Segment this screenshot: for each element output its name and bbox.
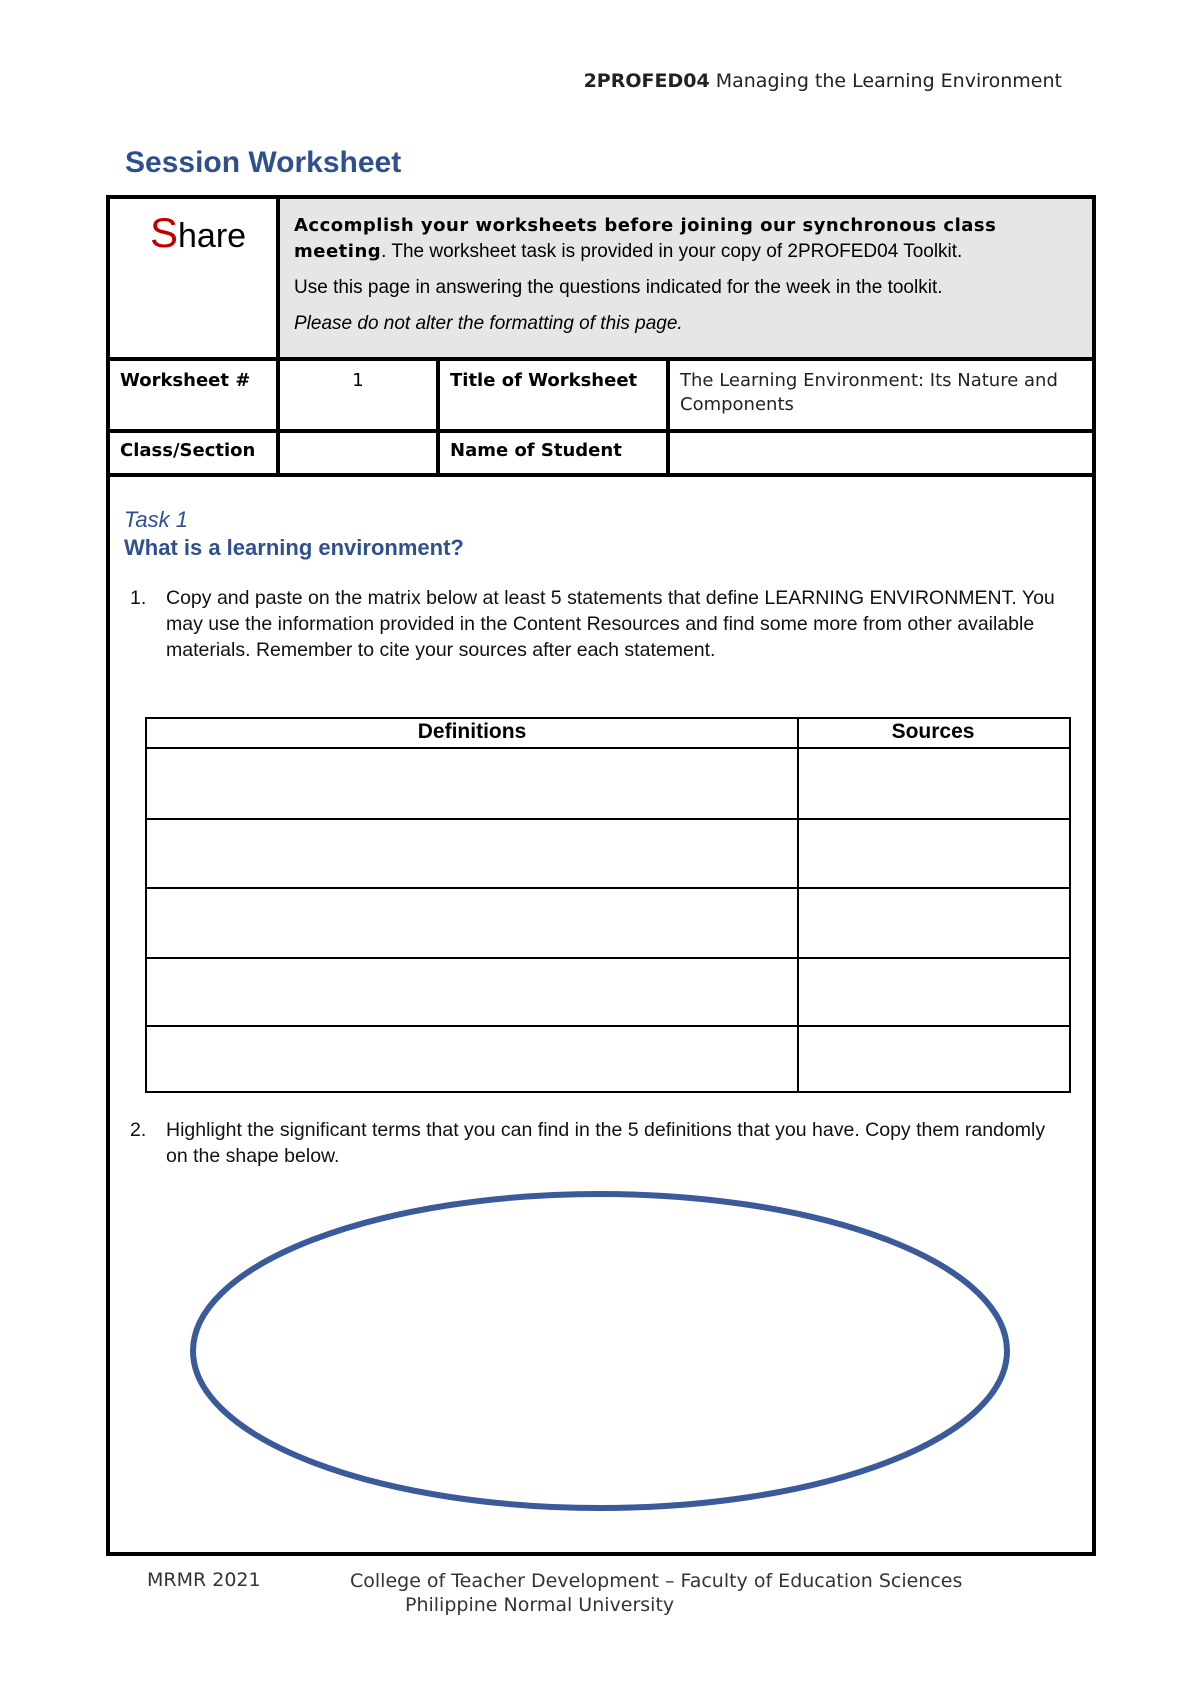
- class-section-field[interactable]: [280, 429, 440, 473]
- row-divider: [147, 887, 1069, 889]
- definitions-header: Definitions: [417, 720, 527, 743]
- worksheet-label: Worksheet #: [110, 357, 280, 429]
- share-rest: hare: [178, 217, 247, 255]
- list-item: [130, 1117, 1060, 1169]
- student-name-field[interactable]: [670, 429, 1092, 473]
- ellipse-shape: [193, 1194, 1007, 1508]
- list-item: [130, 585, 1060, 663]
- title-label: Title of Worksheet: [440, 357, 670, 429]
- student-name-label: Name of Student: [440, 429, 670, 473]
- task-label: Task 1: [124, 507, 189, 532]
- item-text: Highlight the significant terms that you can find in the 5 definitions that you have. Copy them randomly on the shape below.: [166, 1119, 1046, 1167]
- item-number: 2.: [130, 1119, 147, 1141]
- footer-right: [350, 1569, 1030, 1617]
- share-initial: S: [150, 209, 179, 256]
- page-header: [584, 70, 1062, 92]
- matrix-header: [147, 719, 1069, 749]
- row-divider: [147, 818, 1069, 820]
- answer-ellipse[interactable]: [180, 1189, 1020, 1529]
- info-row-worksheet: [110, 357, 1092, 433]
- sources-header: Sources: [891, 720, 975, 743]
- item-text: Copy and paste on the matrix below at least 5 statements that define LEARNING ENVIRONMENT. You may use the information provided in the Content Resources and find some more from other available materials. Remember to cite your sources after each statement.: [166, 587, 1055, 661]
- instruction-2: Use this page in answering the questions indicated for the week in the toolkit.: [294, 277, 943, 298]
- definitions-matrix: [145, 717, 1071, 1093]
- task-question: What is a learning environment?: [124, 535, 464, 560]
- info-row-student: [110, 429, 1092, 477]
- instruction-rest: . The worksheet task is provided in your copy of 2PROFED04 Toolkit.: [381, 241, 963, 262]
- footer-line-1: College of Teacher Development – Faculty of Education Sciences: [350, 1570, 963, 1592]
- share-cell: [110, 199, 280, 357]
- class-section-label: Class/Section: [110, 429, 280, 473]
- row-divider: [147, 957, 1069, 959]
- title-field[interactable]: The Learning Environment: Its Nature and Components: [680, 370, 1058, 415]
- worksheet-number-field[interactable]: 1: [280, 357, 440, 429]
- instruction-3: Please do not alter the formatting of this page.: [294, 313, 683, 334]
- column-divider: [797, 719, 799, 1091]
- page-title: Session Worksheet: [125, 146, 402, 179]
- course-code: 2PROFED04: [583, 70, 710, 92]
- course-title: Managing the Learning Environment: [715, 70, 1062, 92]
- item-number: 1.: [130, 587, 147, 609]
- instruction-bold: Accomplish your worksheets before joining our synchronous class meeting: [294, 215, 997, 262]
- share-row: [110, 199, 1092, 361]
- footer-left: MRMR 2021: [147, 1569, 261, 1591]
- worksheet-frame: [106, 195, 1096, 1556]
- row-divider: [147, 1025, 1069, 1027]
- instructions-box: [280, 199, 1092, 357]
- share-heading: [150, 209, 246, 257]
- footer-line-2: Philippine Normal University: [405, 1594, 675, 1616]
